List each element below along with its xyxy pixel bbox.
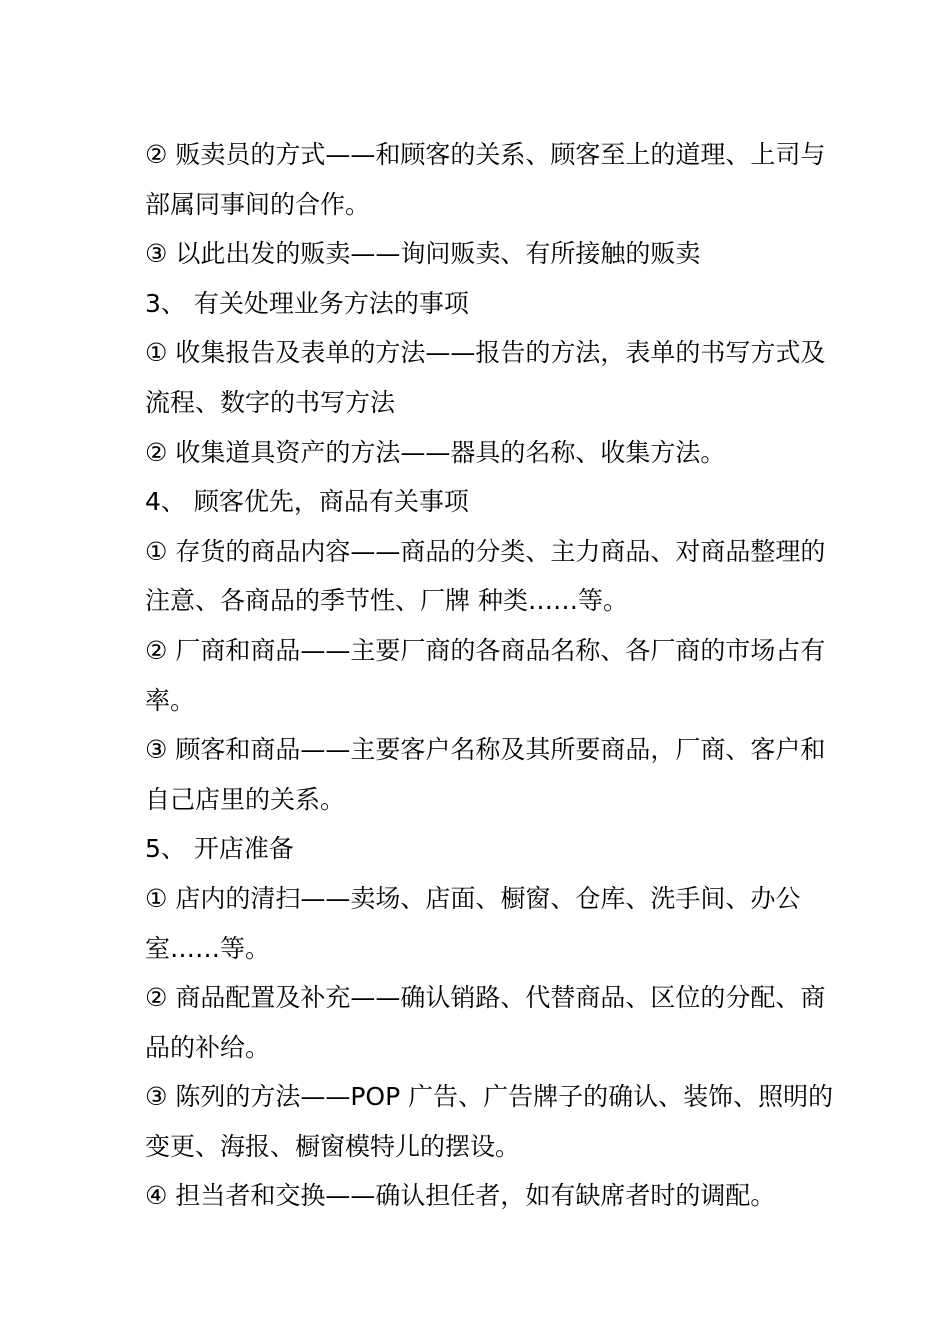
paragraph-inventory-contents: ① 存货的商品内容——商品的分类、主力商品、对商品整理的注意、各商品的季节性、厂牌 种类……等。: [145, 536, 826, 616]
paragraph-store-cleaning: ① 店内的清扫——卖场、店面、橱窗、仓库、洗手间、办公室……等。: [145, 883, 801, 963]
paragraph-selling-approach: ③ 以此出发的贩卖——询问贩卖、有所接触的贩卖: [145, 239, 701, 269]
paragraph-customers-products: ③ 顾客和商品——主要客户名称及其所要商品，厂商、客户和自己店里的关系。: [145, 735, 826, 814]
paragraph-salesperson-manner: ② 贩卖员的方式——和顾客的关系、顾客至上的道理、上司与部属同事间的合作。: [145, 140, 826, 219]
paragraph-staff-rotation: ④ 担当者和交换——确认担任者，如有缺席者时的调配。: [145, 1181, 776, 1211]
section-heading-store-opening: 5、 开店准备: [145, 834, 294, 864]
section-heading-business-methods: 3、 有关处理业务方法的事项: [145, 288, 469, 318]
paragraph-reports-and-forms: ① 收集报告及表单的方法——报告的方法，表单的书写方式及流程、数字的书写方法: [145, 338, 826, 417]
section-heading-customer-first: 4、 顾客优先，商品有关事项: [145, 487, 469, 517]
paragraph-manufacturers-products: ② 厂商和商品——主要厂商的各商品名称、各厂商的市场占有率。: [145, 635, 826, 715]
paragraph-equipment-assets: ② 收集道具资产的方法——器具的名称、收集方法。: [145, 437, 726, 467]
document-body: [145, 130, 835, 1221]
paragraph-display-methods: ③ 陈列的方法——POP 广告、广告牌子的确认、装饰、照明的变更、海报、橱窗模特儿的摆设。: [145, 1082, 834, 1161]
paragraph-product-placement: ② 商品配置及补充——确认销路、代替商品、区位的分配、商品的补给。: [145, 983, 826, 1062]
